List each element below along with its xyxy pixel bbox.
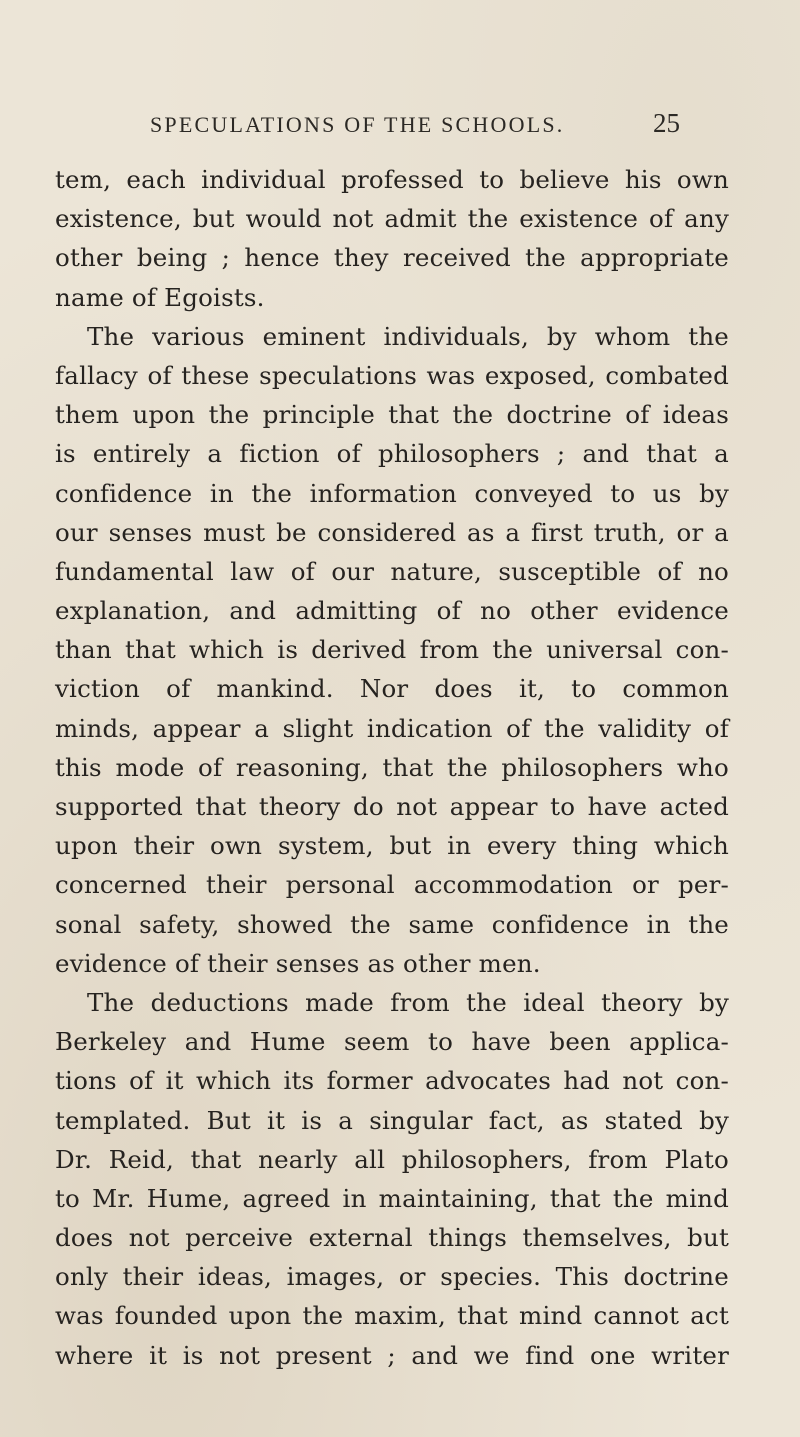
text-line: existence, but would not admit the existence of any	[55, 204, 729, 234]
text-line: our senses must be considered as a first truth, or a	[55, 517, 729, 547]
text-line: evidence of their senses as other men.	[55, 948, 541, 978]
text-line: Dr. Reid, that nearly all philosophers, from Plato	[55, 1144, 729, 1174]
text-line: explanation, and admitting of no other evidence	[55, 596, 729, 626]
text-line: was founded upon the maxim, that mind cannot act	[55, 1301, 729, 1331]
running-head-title: SPECULATIONS OF THE SCHOOLS.	[150, 112, 565, 137]
text-line: supported that theory do not appear to have acted	[55, 792, 729, 821]
text-line: name of Egoists.	[55, 282, 265, 312]
text-line: concerned their personal accommodation or per-	[55, 870, 729, 900]
text-line: sonal safety, showed the same confidence in the	[55, 909, 729, 939]
body-text	[55, 160, 729, 1375]
text-line: than that which is derived from the universal con-	[55, 635, 729, 665]
text-line: only their ideas, images, or species. This doctrine	[55, 1262, 729, 1292]
text-line: The deductions made from the ideal theory by	[87, 987, 729, 1017]
text-line: where it is not present ; and we find one writer	[55, 1340, 729, 1370]
text-line: viction of mankind. Nor does it, to common	[55, 674, 729, 704]
text-line: this mode of reasoning, that the philosophers who	[55, 752, 729, 782]
text-line: templated. But it is a singular fact, as stated by	[55, 1105, 729, 1135]
text-line: confidence in the information conveyed to us by	[55, 478, 729, 508]
text-line: them upon the principle that the doctrine of ideas	[55, 400, 729, 430]
running-head	[150, 108, 710, 142]
text-line: to Mr. Hume, agreed in maintaining, that the mind	[55, 1183, 729, 1213]
text-line: tions of it which its former advocates had not con-	[55, 1066, 729, 1096]
text-line: fundamental law of our nature, susceptible of no	[55, 556, 729, 586]
text-line: is entirely a fiction of philosophers ; and that a	[55, 439, 729, 469]
page-number: 25	[653, 108, 680, 138]
text-line: minds, appear a slight indication of the validity of	[55, 713, 729, 743]
text-line: Berkeley and Hume seem to have been applica-	[55, 1027, 729, 1057]
text-line: fallacy of these speculations was exposed, combated	[55, 360, 729, 390]
text-line: The various eminent individuals, by whom the	[87, 321, 729, 351]
text-line: other being ; hence they received the appropriate	[55, 243, 729, 273]
text-line: upon their own system, but in every thing which	[55, 831, 729, 861]
text-line: tem, each individual professed to believe his own	[55, 165, 729, 194]
text-line: does not perceive external things themselves, but	[55, 1223, 729, 1253]
